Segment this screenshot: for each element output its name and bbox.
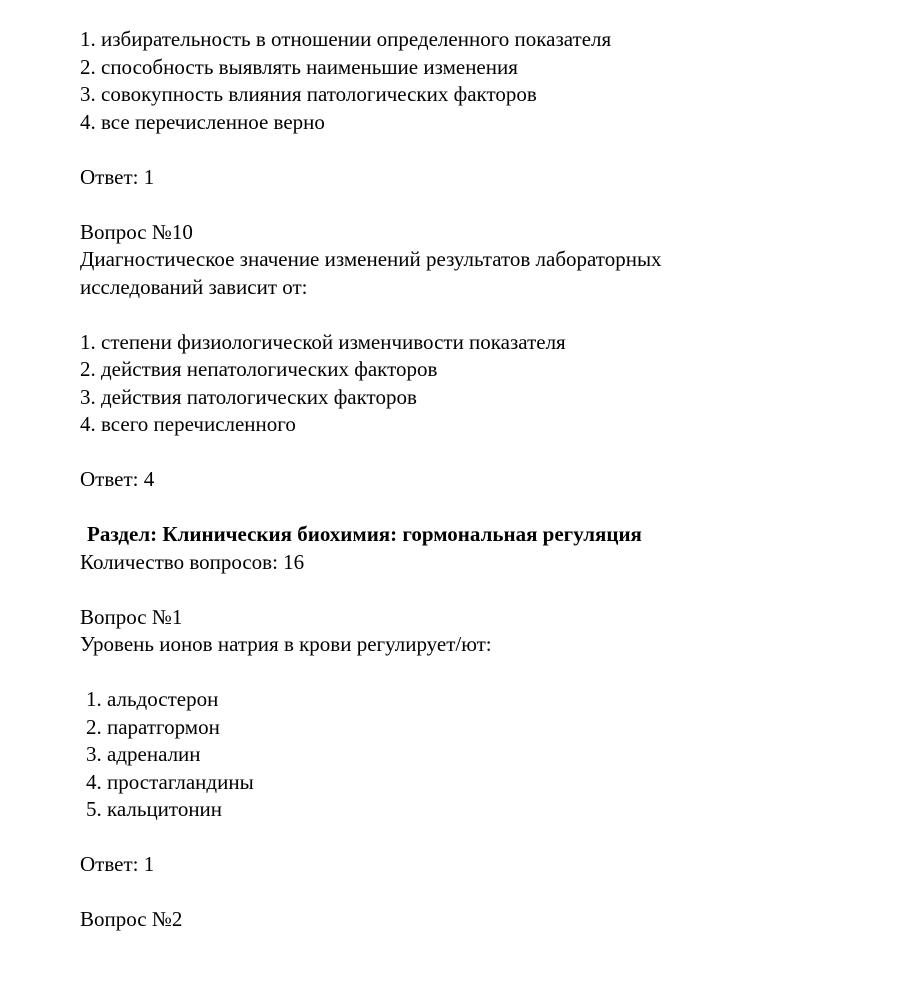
option-line: 4. всего перечисленного: [80, 412, 296, 436]
answer-line: Ответ: 1: [80, 852, 155, 876]
option-line: 1. избирательность в отношении определенного показателя: [80, 27, 612, 51]
question-count: Количество вопросов: 16: [80, 550, 305, 574]
question-title: Вопрос №1: [80, 605, 183, 629]
option-line: 3. адреналин: [86, 742, 201, 766]
option-line: 3. совокупность влияния патологических факторов: [80, 82, 537, 106]
answer-line: Ответ: 1: [80, 165, 155, 189]
question-text: Уровень ионов натрия в крови регулирует/ют:: [80, 632, 492, 656]
option-line: 4. простагландины: [86, 770, 254, 794]
question-text: исследований зависит от:: [80, 275, 308, 299]
section-heading: Раздел: Клиническия биохимия: гормональная регуляция: [87, 522, 642, 546]
question-text: Диагностическое значение изменений результатов лабораторных: [80, 247, 662, 271]
option-line: 2. паратгормон: [86, 715, 220, 739]
option-line: 2. действия непатологических факторов: [80, 357, 438, 381]
option-line: 1. альдостерон: [86, 687, 219, 711]
question-title: Вопрос №10: [80, 220, 193, 244]
option-line: 5. кальцитонин: [86, 797, 223, 821]
question-title: Вопрос №2: [80, 907, 183, 931]
option-line: 1. степени физиологической изменчивости показателя: [80, 330, 566, 354]
option-line: 2. способность выявлять наименьшие изменения: [80, 55, 518, 79]
answer-line: Ответ: 4: [80, 467, 155, 491]
option-line: 4. все перечисленное верно: [80, 110, 325, 134]
option-line: 3. действия патологических факторов: [80, 385, 417, 409]
